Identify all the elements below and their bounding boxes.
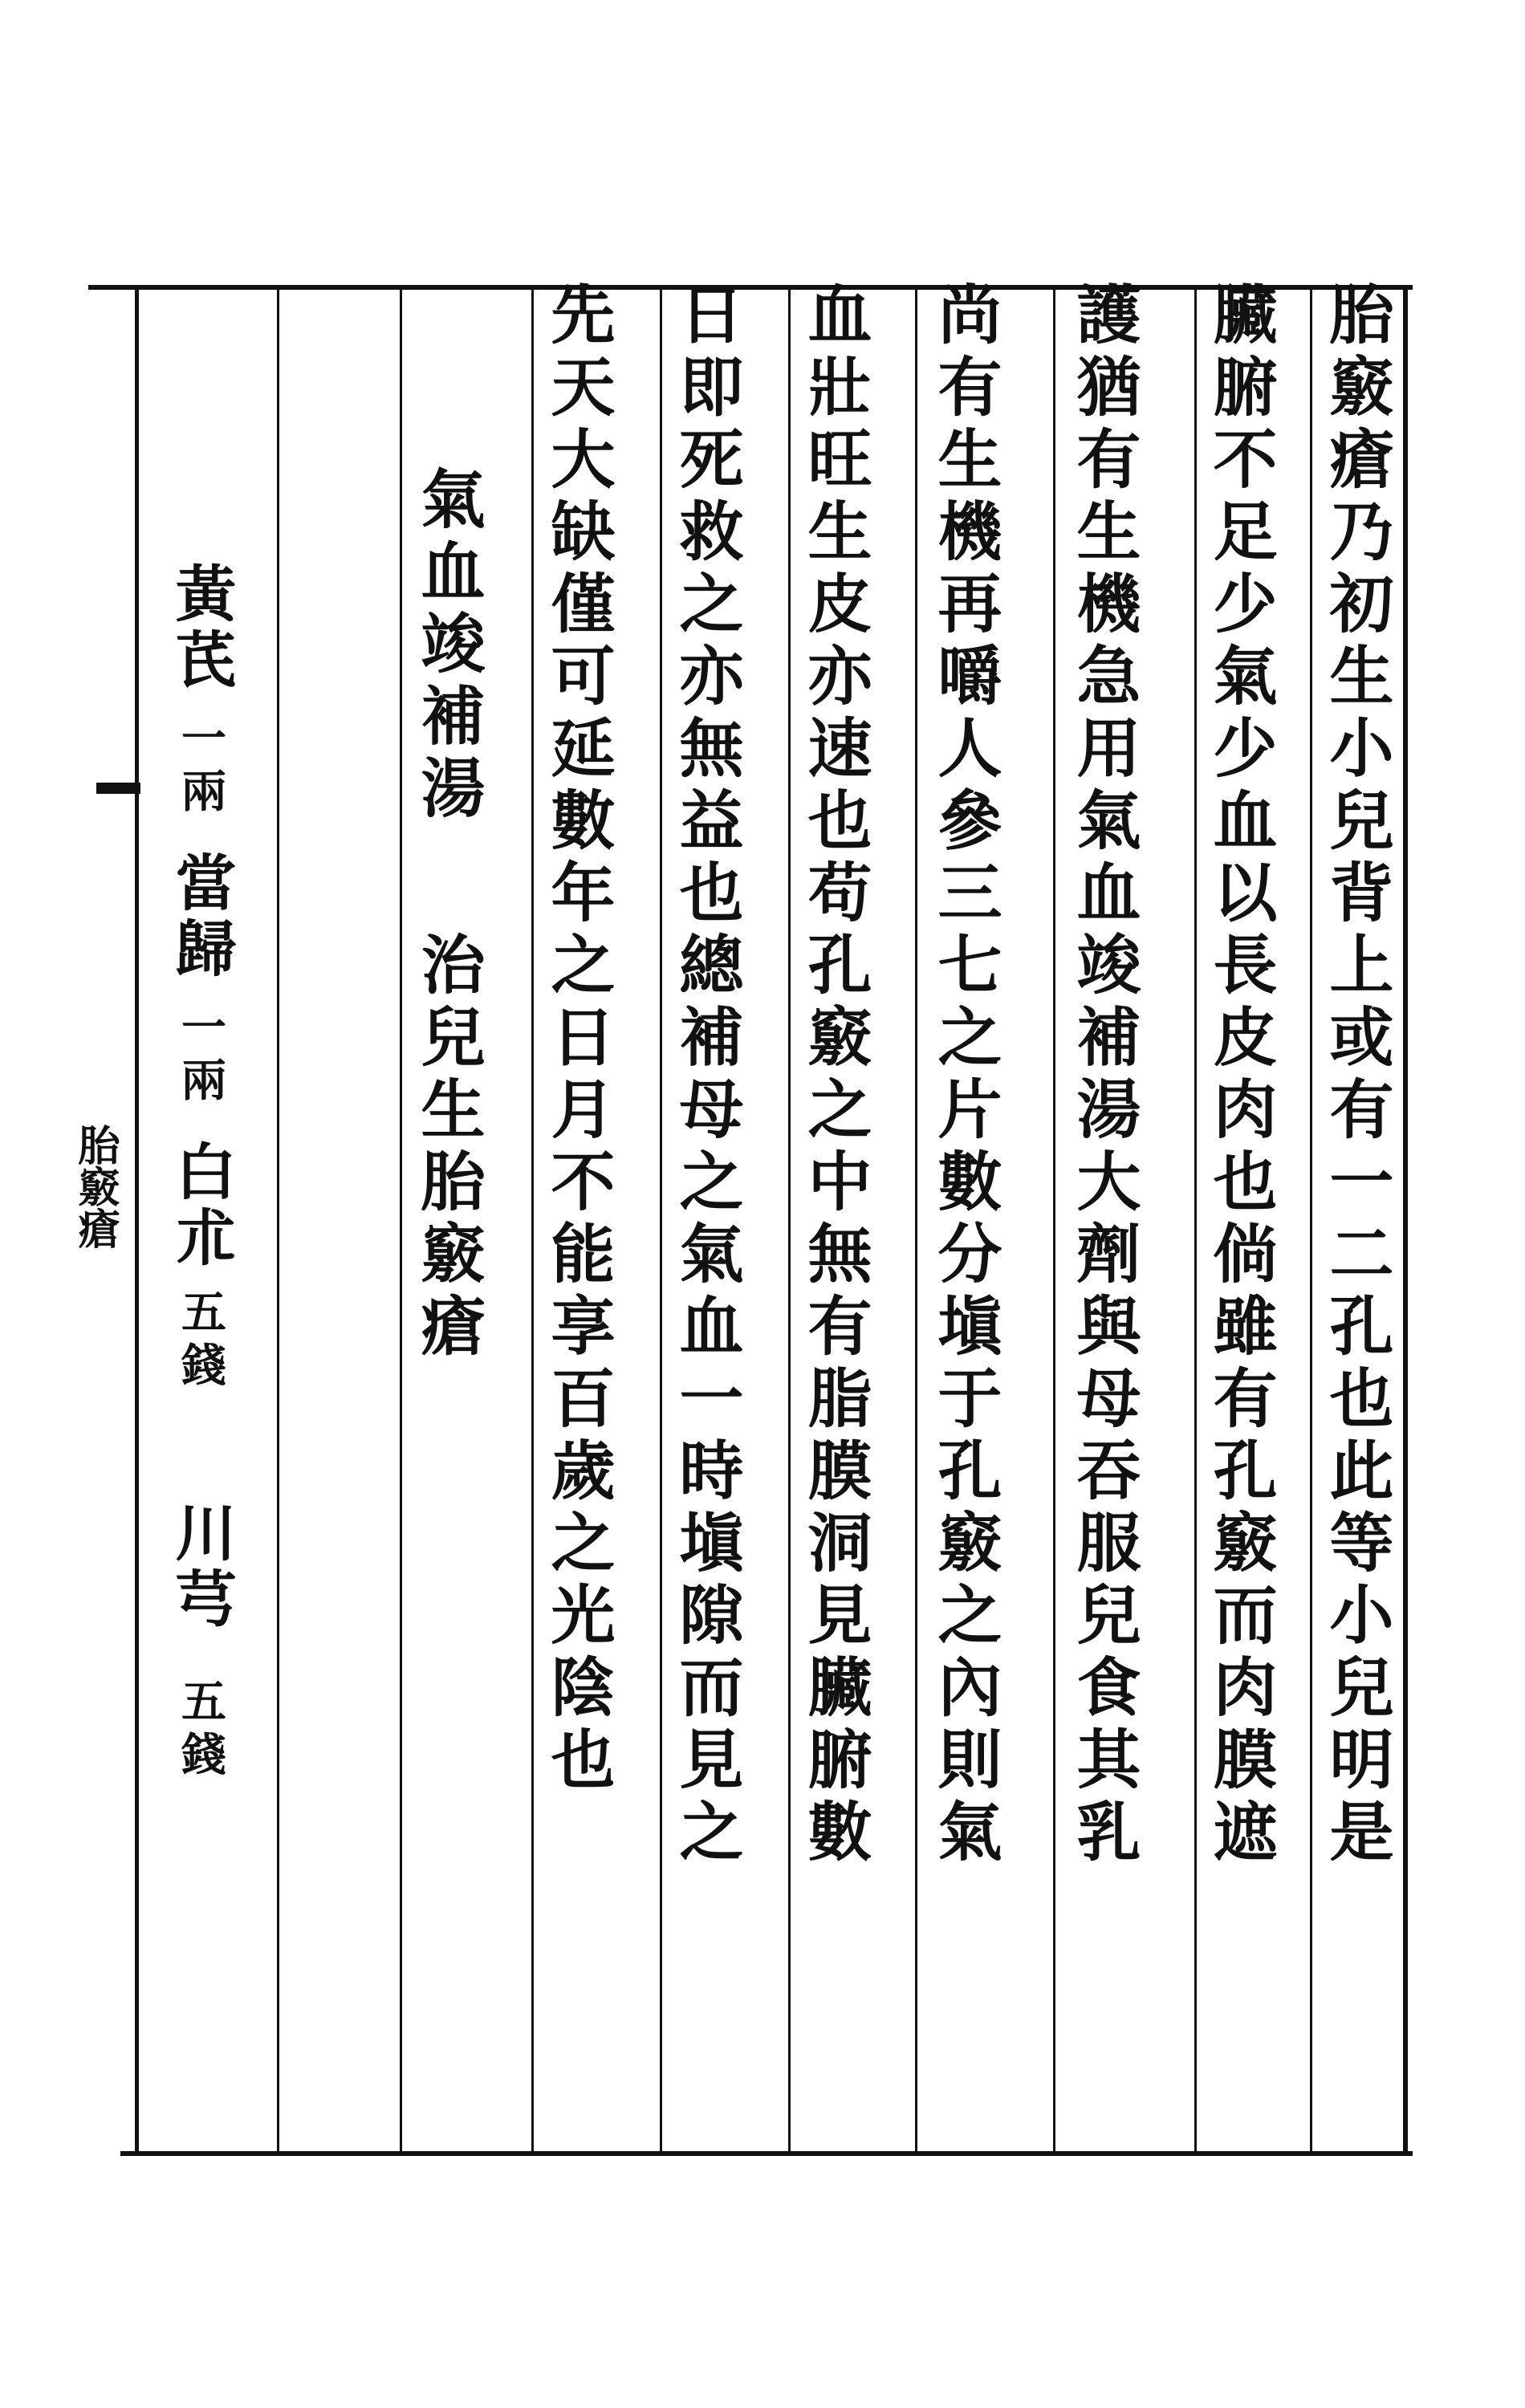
ingredient-1-name: 黃芪: [165, 562, 237, 694]
text-column-3: 護猶有生機急用氣血竣補湯大劑與母吞服兒食其乳: [1066, 281, 1141, 1870]
text-column-4: 尚有生機再嚼人參三七之片數分塡于孔竅之內則氣: [927, 281, 1002, 1870]
column-divider: [915, 285, 917, 2155]
text-column-1: 胎竅瘡乃初生小兒背上或有一二孔也此等小兒明是: [1319, 281, 1394, 1870]
margin-section-label: 胎竅瘡: [71, 1124, 120, 1249]
ingredient-4-dose: 五錢: [174, 1678, 227, 1784]
column-divider: [660, 285, 662, 2155]
column-divider: [277, 285, 279, 2155]
text-column-7: 先天大缺僅可延數年之日月不能享百歲之光陰也: [540, 281, 616, 1798]
ingredient-4-name: 川芎: [165, 1501, 237, 1633]
text-column-6: 日即死救之亦無益也總補母之氣血一時塡隙而見之: [669, 281, 744, 1870]
ingredient-1-dose: 一兩: [174, 714, 227, 820]
ingredient-2-dose: 一兩: [174, 1003, 227, 1109]
column-divider: [788, 285, 791, 2155]
ingredient-3-name: 白朮: [165, 1140, 237, 1271]
formula-name: 氣血竣補湯: [410, 466, 486, 827]
fishtail-mark: [96, 783, 140, 794]
column-divider: [1053, 285, 1055, 2155]
text-column-2: 臟腑不足少氣少血以長皮肉也倘雖有孔竅而肉膜遮: [1202, 281, 1278, 1870]
column-divider: [400, 285, 402, 2155]
ingredient-3-dose: 五錢: [174, 1288, 227, 1394]
frame-left-line: [135, 285, 139, 2155]
frame-bottom-line: [120, 2151, 1413, 2156]
formula-indication: 治兒生胎竅瘡: [410, 931, 486, 1365]
column-divider: [1194, 285, 1197, 2155]
ingredient-2-name: 當歸: [165, 851, 237, 982]
text-column-5: 血壯旺生皮亦速也苟孔竅之中無有脂膜洞見臟腑數: [797, 281, 872, 1870]
column-divider: [531, 285, 534, 2155]
frame-right-line: [1403, 285, 1408, 2155]
column-divider: [1310, 285, 1312, 2155]
